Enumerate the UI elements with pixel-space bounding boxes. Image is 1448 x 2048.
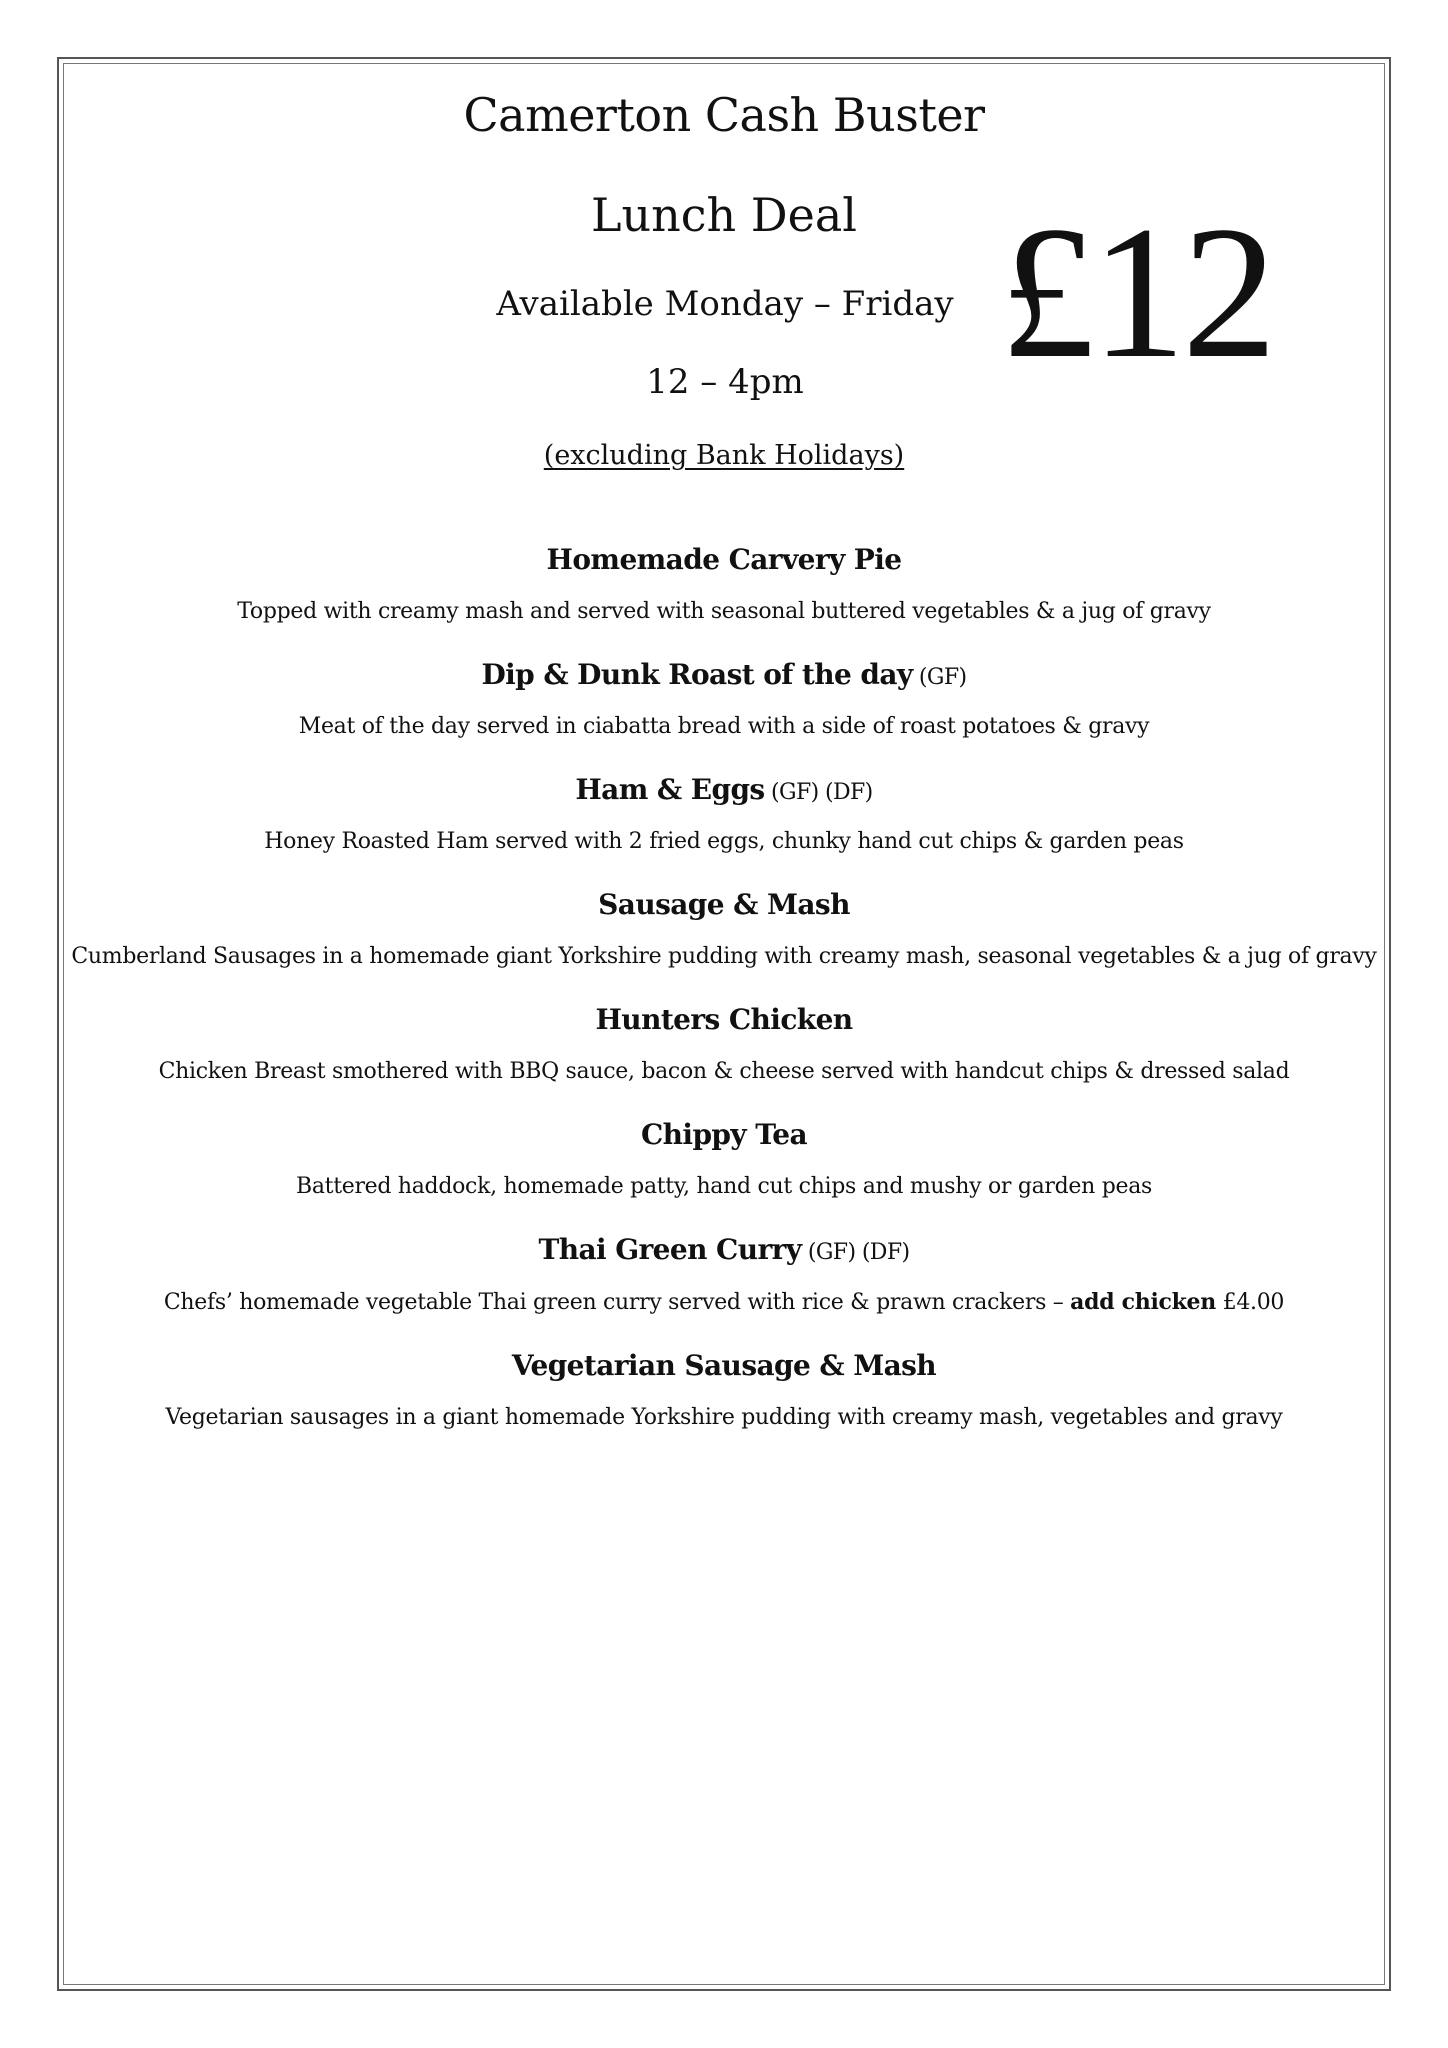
menu-item-description [70,1283,1378,1322]
menu-item [70,1346,1378,1437]
menu-item [70,1115,1378,1206]
add-chicken-label: add chicken [1070,1289,1216,1315]
menu-item-name: Dip & Dunk Roast of the day [481,658,913,691]
menu-item-description: Meat of the day served in ciabatta bread with a side of roast potatoes & gravy [298,714,1150,739]
menu-item [70,655,1378,746]
menu-item-description: Battered haddock, homemade patty, hand cut chips and mushy or garden peas [295,1174,1153,1199]
menu-item [70,1000,1378,1091]
menu-item-tags: (GF) (DF) [801,1240,910,1265]
menu-item-description: Topped with creamy mash and served with seasonal buttered vegetables & a jug of gravy [237,599,1211,624]
menu-item-description: Chicken Breast smothered with BBQ sauce, bacon & cheese served with handcut chips & dressed salad [158,1059,1290,1084]
menu-item-name: Sausage & Mash [598,888,850,921]
menu-title: Camerton Cash Buster [463,88,985,142]
menu-item [70,1230,1378,1322]
menu-item-description: Cumberland Sausages in a homemade giant Yorkshire pudding with creamy mash, seasonal vegetables & a jug of gravy [71,944,1377,969]
menu-list [70,540,1378,1461]
menu-item-name: Chippy Tea [640,1118,808,1151]
menu-item-name: Thai Green Curry [538,1233,802,1266]
menu-item-description: Honey Roasted Ham served with 2 fried eggs, chunky hand cut chips & garden peas [264,829,1184,854]
hours-text: 12 – 4pm [646,362,804,402]
menu-item [70,770,1378,861]
menu-item-name: Hunters Chicken [595,1003,853,1036]
menu-item-tags: (GF) [912,665,967,690]
price-label: £12 [1000,188,1273,398]
menu-item [70,540,1378,631]
menu-item-description-text: Chefs’ homemade vegetable Thai green curry served with rice & prawn crackers – [163,1290,1071,1315]
menu-item-name: Vegetarian Sausage & Mash [511,1349,937,1382]
menu-item-tags: (GF) (DF) [764,780,873,805]
menu-item-name: Ham & Eggs [575,773,765,806]
menu-item [70,885,1378,976]
exclusion-note: (excluding Bank Holidays) [543,440,905,471]
menu-item-name: Homemade Carvery Pie [546,543,902,576]
menu-subtitle: Lunch Deal [590,188,858,242]
add-chicken-price: £4.00 [1215,1290,1285,1315]
availability-text: Available Monday – Friday [496,284,954,324]
menu-item-description: Vegetarian sausages in a giant homemade Yorkshire pudding with creamy mash, vegetables and gravy [165,1405,1283,1430]
